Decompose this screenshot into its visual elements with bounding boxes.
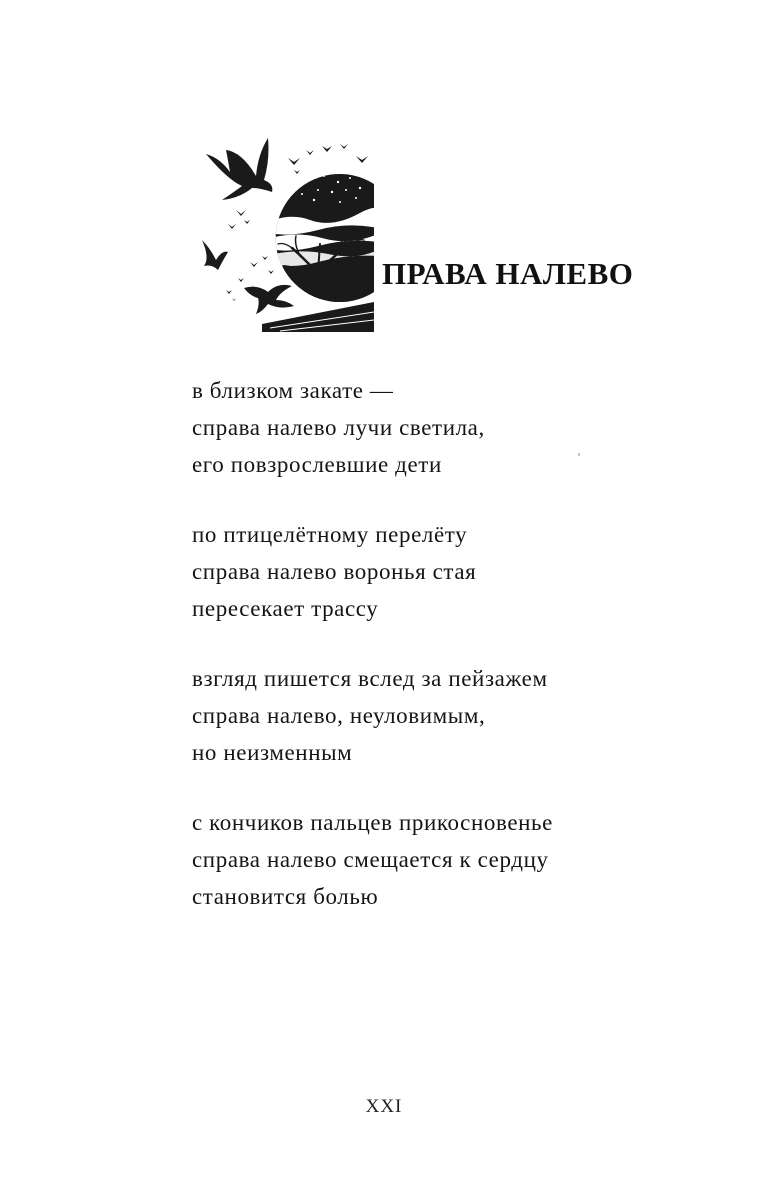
poem-title: ПРАВА НАЛЕВО — [382, 256, 634, 291]
stanza-4 — [192, 804, 662, 915]
poem-line: становится болью — [192, 884, 379, 909]
poem-line: по птицелётному перелёту — [192, 522, 468, 547]
poem-line: с кончиков пальцев прикосновенье — [192, 810, 553, 835]
page-number: XXI — [365, 1096, 403, 1117]
poem-line: в близком закате — — [192, 378, 394, 403]
poem-line: взгляд пишется вслед за пейзажем — [192, 666, 548, 691]
poem-line: пересекает трассу — [192, 596, 379, 621]
poem-line: справа налево лучи светила, — [192, 415, 485, 440]
poem-line: справа налево смещается к сердцу — [192, 847, 549, 872]
stanza-1 — [192, 372, 662, 483]
poem-body — [192, 372, 662, 948]
paper-speck — [578, 453, 580, 456]
poem-line: его повзрослевшие дети — [192, 452, 442, 477]
stanza-2 — [192, 516, 662, 627]
dropcap-illustration — [198, 132, 378, 334]
poem-line: но неизменным — [192, 740, 353, 765]
stanza-3 — [192, 660, 662, 771]
poem-line: справа налево, неуловимым, — [192, 703, 486, 728]
poem-line: справа налево воронья стая — [192, 559, 477, 584]
